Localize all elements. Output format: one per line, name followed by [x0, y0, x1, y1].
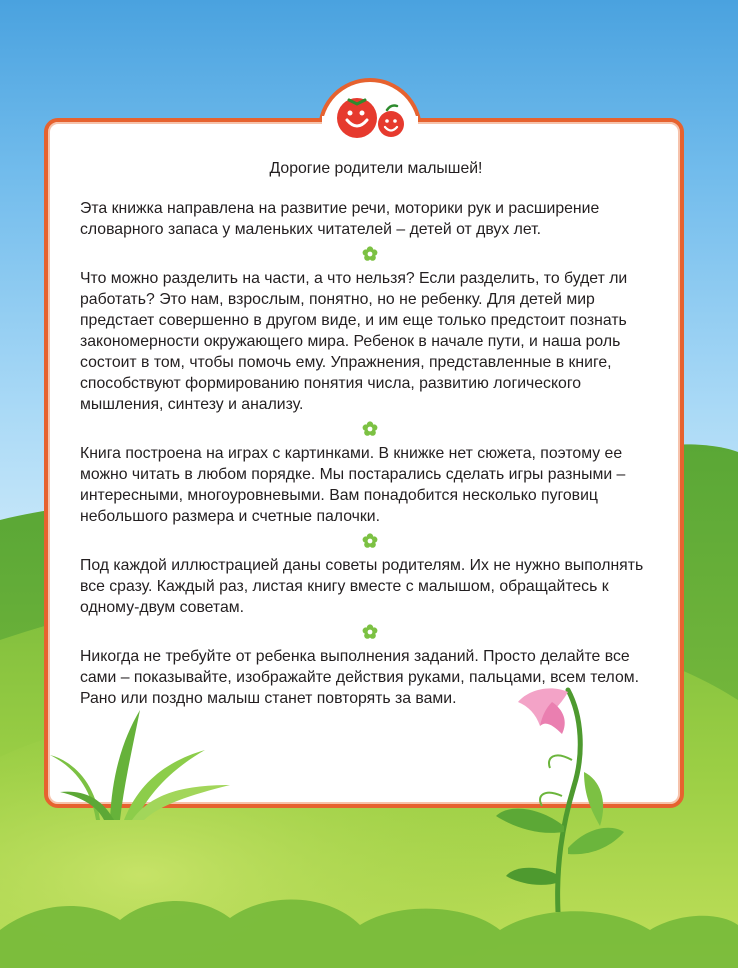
paragraph-2: Что можно разделить на части, а что нельзя? Если разделить, то будет ли работать? Это нам, взрослым, понятно, но не ребенку. Для детей мир предстает совершенно в другом виде, и им еще только предстоит познать закономерности окружающего мира. Ребенок в начале пути, и наша роль состоит в том, чтобы помочь ему. Упражнения, представленные в книге, способствуют формированию понятия числа, развитию логического мышления, синтезу и анализу.	[80, 270, 628, 413]
pea-flower-icon	[488, 676, 628, 912]
letter-content	[80, 158, 660, 709]
paragraph-4: Под каждой иллюстрацией даны советы родителям. Их не нужно выполнять все сразу. Каждый раз, листая книгу вместе с малышом, обращайтесь к одному-двум советам.	[80, 557, 644, 616]
paragraph-5: Никогда не требуйте от ребенка выполнения заданий. Просто делайте все сами – показывайте, изображайте действия руками, пальцами, всем телом. Рано или поздно малыш станет повторять за вами.	[80, 648, 639, 707]
page-title: Дорогие родители малышей!	[269, 160, 483, 177]
flower-divider-icon	[362, 533, 378, 549]
smiling-tomatoes-icon	[329, 88, 415, 144]
paragraph-1: Эта книжка направлена на развитие речи, моторики рук и расширение словарного запаса у маленьких читателей – детей от двух лет.	[80, 200, 600, 238]
flower-divider-icon	[362, 421, 378, 437]
grass-icon	[40, 700, 240, 820]
paragraph-3: Книга построена на играх с картинками. В книжке нет сюжета, поэтому ее можно читать в любом порядке. Мы постарались сделать игры разными – интересными, многоуровневыми. Вам понадобится несколько пуговиц небольшого размера и счетные палочки.	[80, 445, 626, 525]
flower-divider-icon	[362, 246, 378, 262]
flower-divider-icon	[362, 624, 378, 640]
